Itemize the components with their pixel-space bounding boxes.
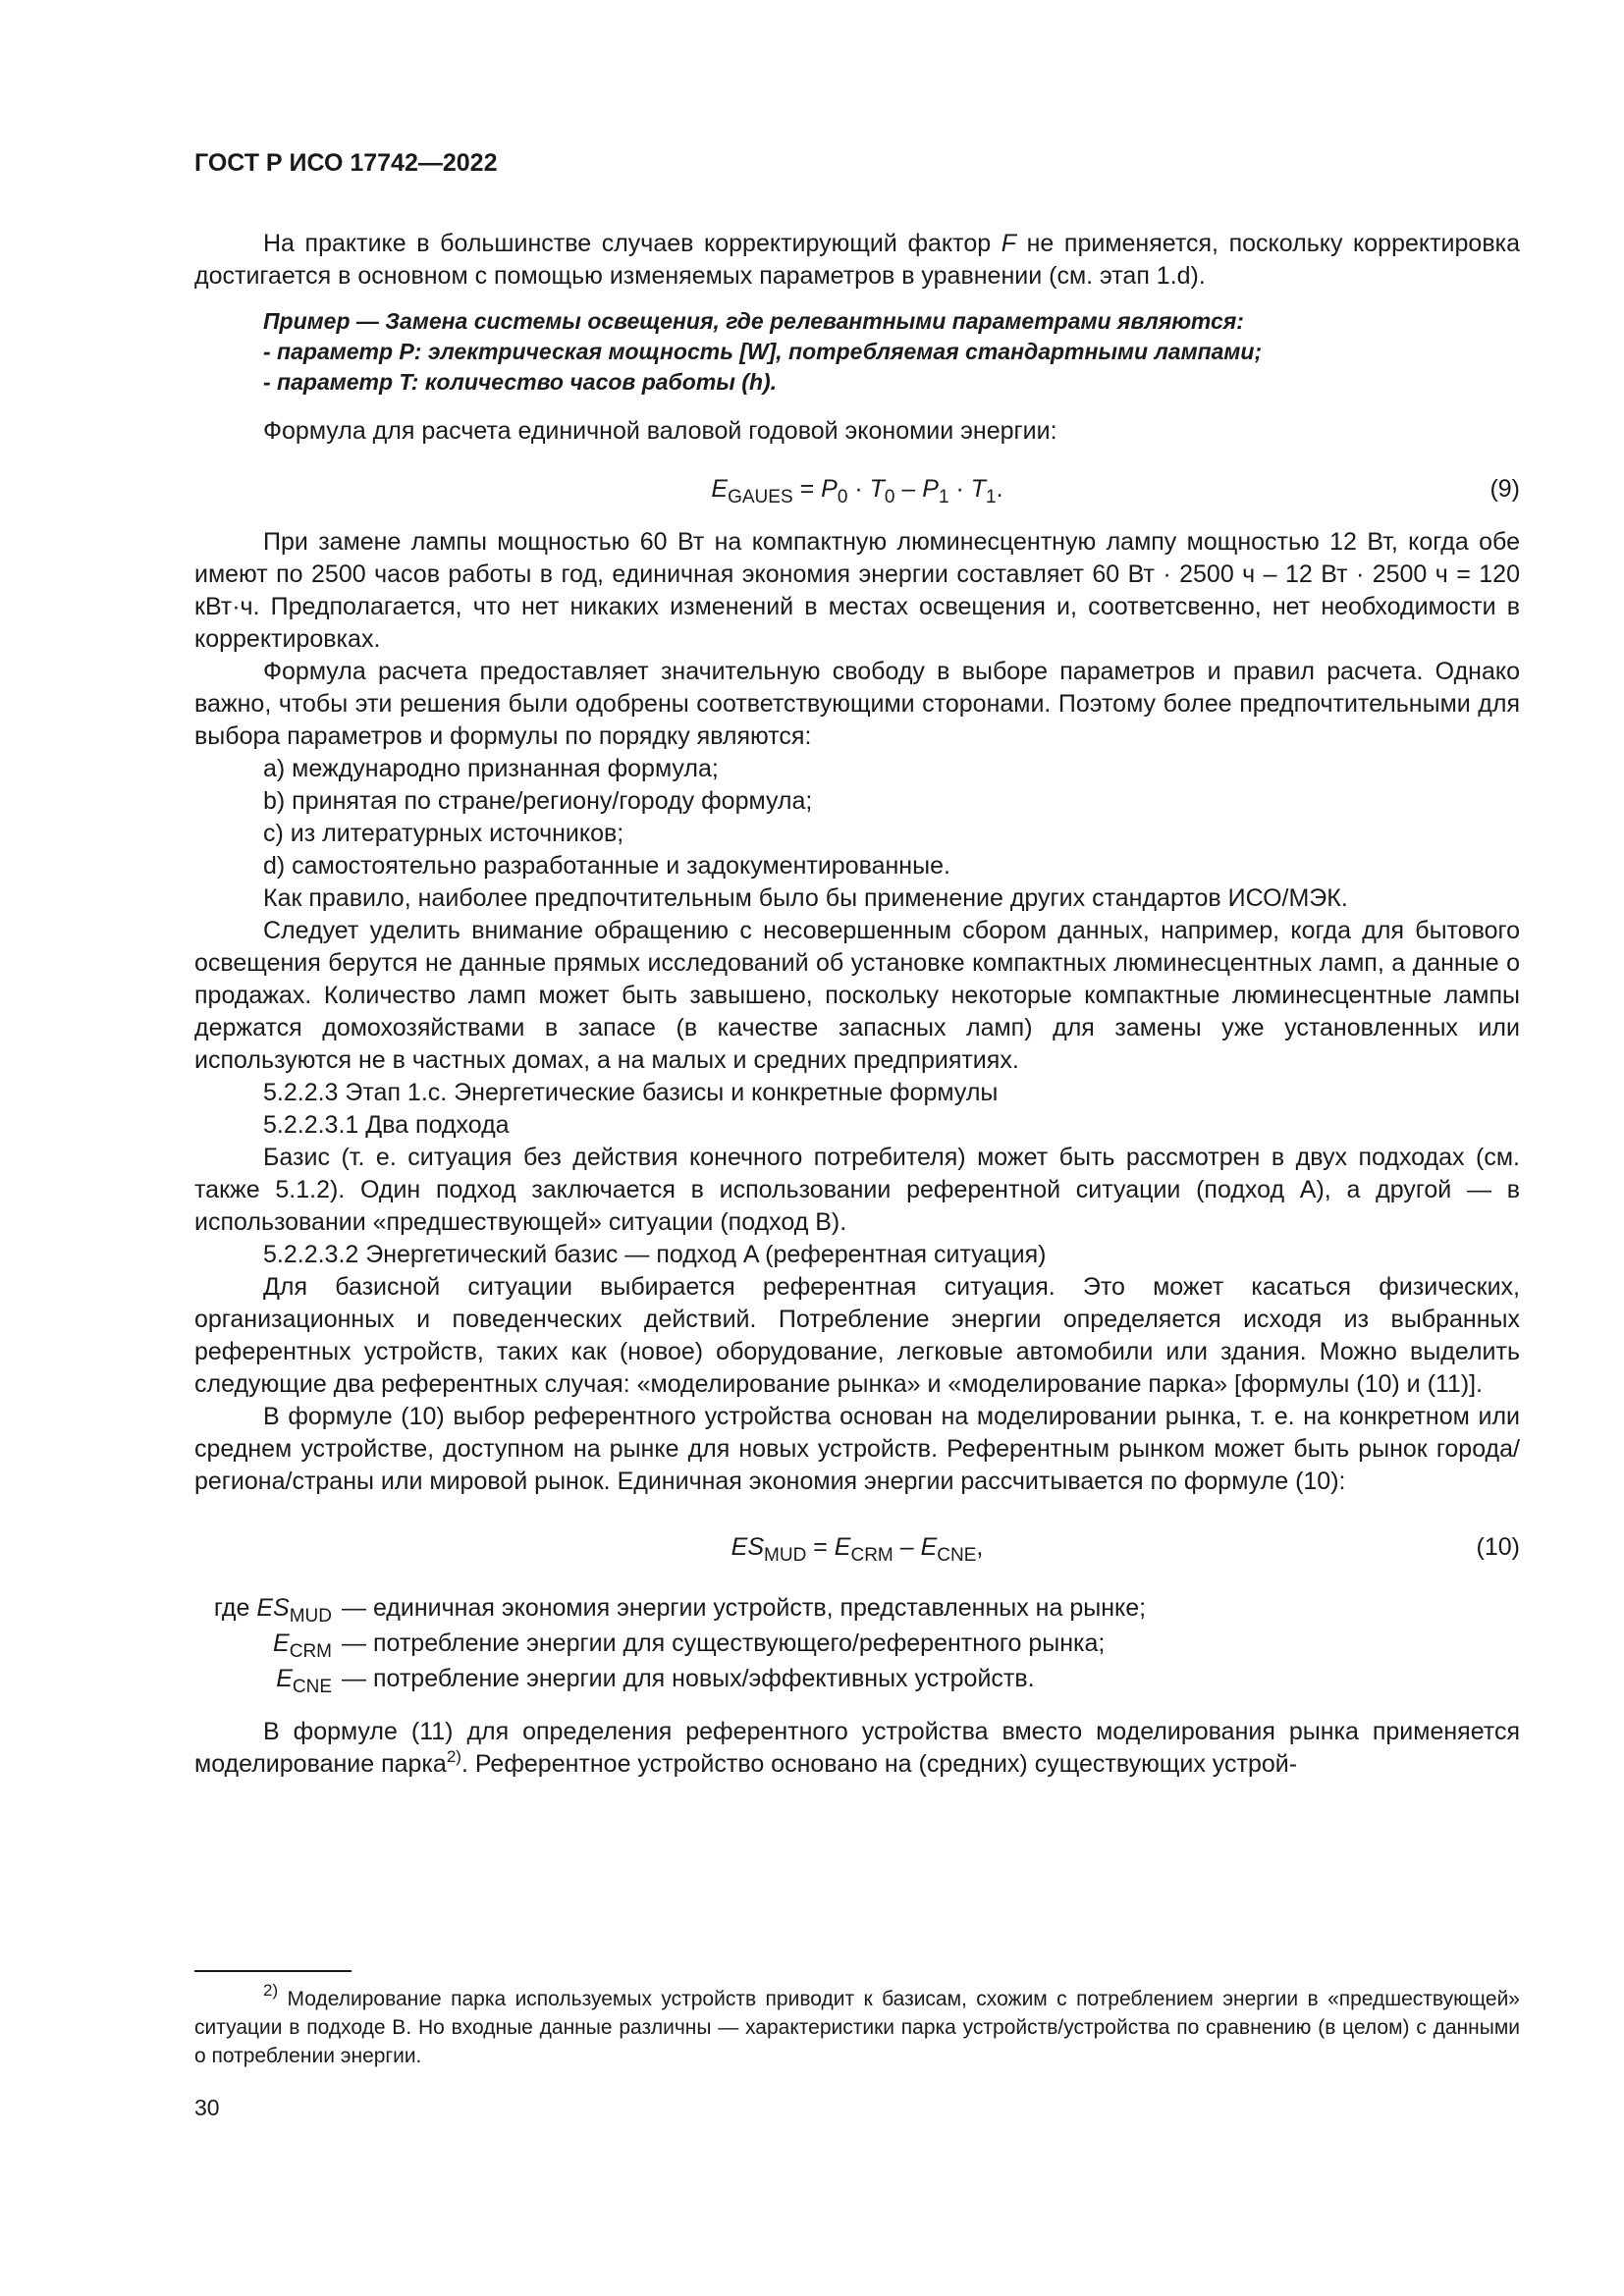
legend-row: $E_{CRM}$ — потребление энергии для существующего/референтного рынка; bbox=[273, 1629, 1106, 1662]
legend-row: $E_{CNE}$ — потребление энергии для новых/эффективных устройств. bbox=[276, 1665, 1035, 1697]
example-block bbox=[194, 306, 1520, 398]
formula-10-number: (10) bbox=[1476, 1533, 1520, 1561]
paragraph-base-situation: Для базисной ситуации выбирается референтная ситуация. Это может касаться физических, организационных и поведенческих действий. Потребление энергии определяется исходя из выбранных референтных устройств, таких как (новое) оборудование, легковые автомобили или здания. Можно выделить следующие два референтных случая: «моделирование рынка» и «моделирование парка» [формулы (10) и (11)]. bbox=[194, 1273, 1520, 1398]
paragraph-fleet-modeling: В формуле (11) для определения референтного устройства вместо моделирования рынка применяется моделирование парка$^{2)}$. Референтное устройство основано на (средних) существующих устрой- bbox=[194, 1718, 1520, 1778]
footnote-reference[interactable]: 2) bbox=[446, 1747, 461, 1766]
page-number: 30 bbox=[194, 2095, 220, 2120]
formula-intro: Формула для расчета единичной валовой годовой экономии энергии: bbox=[263, 417, 1057, 445]
paragraph-lamp-example: При замене лампы мощностью 60 Вт на компактную люминесцентную лампу мощностью 12 Вт, когда обе имеют по 2500 часов работы в год, единичная экономия энергии составляет 60 Вт · 2500 ч – 12 Вт · 2500 ч = 120 кВт·ч. Предполагается, что нет никаких изменений в местах освещения и, соответсвенно, нет необходимости в корректировках. bbox=[194, 528, 1520, 653]
paragraph-rule: Как правило, наиболее предпочтительным было бы применение других стандартов ИСО/МЭК. bbox=[263, 884, 1348, 912]
example-line: - параметр T: количество часов работы (h). bbox=[263, 369, 778, 395]
section-heading-5-2-2-3-1: 5.2.2.3.1 Два подхода bbox=[263, 1111, 510, 1139]
document-header: ГОСТ Р ИСО 17742—2022 bbox=[194, 149, 498, 177]
list-item: b) принятая по стране/региону/городу формула; bbox=[263, 787, 813, 815]
footnote-marker: 2) bbox=[263, 1981, 279, 2000]
formula-9-expression: $E_{GAUES} = P_0 \cdot T_0 - P_1 \cdot T_1$. bbox=[711, 475, 1003, 507]
paragraph-formula-freedom: Формула расчета предоставляет значительную свободу в выборе параметров и правил расчета. Однако важно, чтобы эти решения были одобрены соответствующими сторонами. Поэтому более предпочтительными для выбора параметров и формулы по порядку являются: bbox=[194, 658, 1520, 750]
page-body bbox=[194, 228, 1520, 1781]
example-line: Пример — Замена системы освещения, где релевантными параметрами являются: bbox=[263, 308, 1244, 334]
paragraph-data-collection: Следует уделить внимание обращению с несовершенным сбором данных, например, когда для бытового освещения берутся не данные прямых исследований об установке компактных люминесцентных ламп, а данные о продажах. Количество ламп может быть завышено, поскольку некоторые компактные люминесцентные лампы держатся домохозяйствами в запасе (в качестве запасных ламп) для замены уже установленных или используются не в частных домах, а на малых и средних предприятиях. bbox=[194, 917, 1520, 1074]
paragraph-correction-factor: На практике в большинстве случаев корректирующий фактор F не применяется, поскольку корректировка достигается в основном с помощью изменяемых параметров в уравнении (см. этап 1.d). bbox=[194, 230, 1520, 290]
paragraph-formula-10-intro: В формуле (10) выбор референтного устройства основан на моделировании рынка, т. е. на конкретном или среднем устройстве, доступном на рынке для новых устройств. Референтным рынком может быть рынок города/региона/страны или мировой рынок. Единичная экономия энергии рассчитывается по формуле (10): bbox=[194, 1403, 1520, 1495]
formula-9 bbox=[194, 469, 1520, 512]
section-heading-5-2-2-3-2: 5.2.2.3.2 Энергетический базис — подход A (референтная ситуация) bbox=[263, 1241, 1047, 1268]
paragraph-basis: Базис (т. е. ситуация без действия конечного потребителя) может быть рассмотрен в двух подходах (см. также 5.1.2). Один подход заключается в использовании референтной ситуации (подход A), а другой — в использовании «предшествующей» ситуации (подход B). bbox=[194, 1144, 1520, 1236]
formula-legend bbox=[194, 1592, 1520, 1698]
list-item: c) из литературных источников; bbox=[263, 820, 624, 847]
example-line: - параметр P: электрическая мощность [W], потребляемая стандартными лампами; bbox=[263, 339, 1263, 364]
footnote: $^{2)}$ Моделирование парка используемых устройств приводит к базисам, схожим с потреблением энергии в «предшествующей» ситуации в подходе B. Но входные данные различны — характеристики парка устройств/устройства по сравнению (в целом) с данными о потреблении энергии. bbox=[194, 1981, 1520, 2067]
legend-row: где $ES_{MUD}$ — единичная экономия энергии устройств, представленных на рынке; bbox=[213, 1594, 1147, 1627]
formula-10-expression: $ES_{MUD} = E_{CRM} - E_{CNE}$, bbox=[731, 1533, 984, 1566]
section-heading-5-2-2-3: 5.2.2.3 Этап 1.c. Энергетические базисы и конкретные формулы bbox=[263, 1079, 999, 1106]
footnote-divider bbox=[194, 1970, 352, 1972]
list-item: d) самостоятельно разработанные и задокументированные. bbox=[263, 852, 950, 880]
formula-10 bbox=[194, 1527, 1520, 1571]
formula-9-number: (9) bbox=[1489, 475, 1520, 503]
list-item: a) международно признанная формула; bbox=[263, 755, 719, 782]
